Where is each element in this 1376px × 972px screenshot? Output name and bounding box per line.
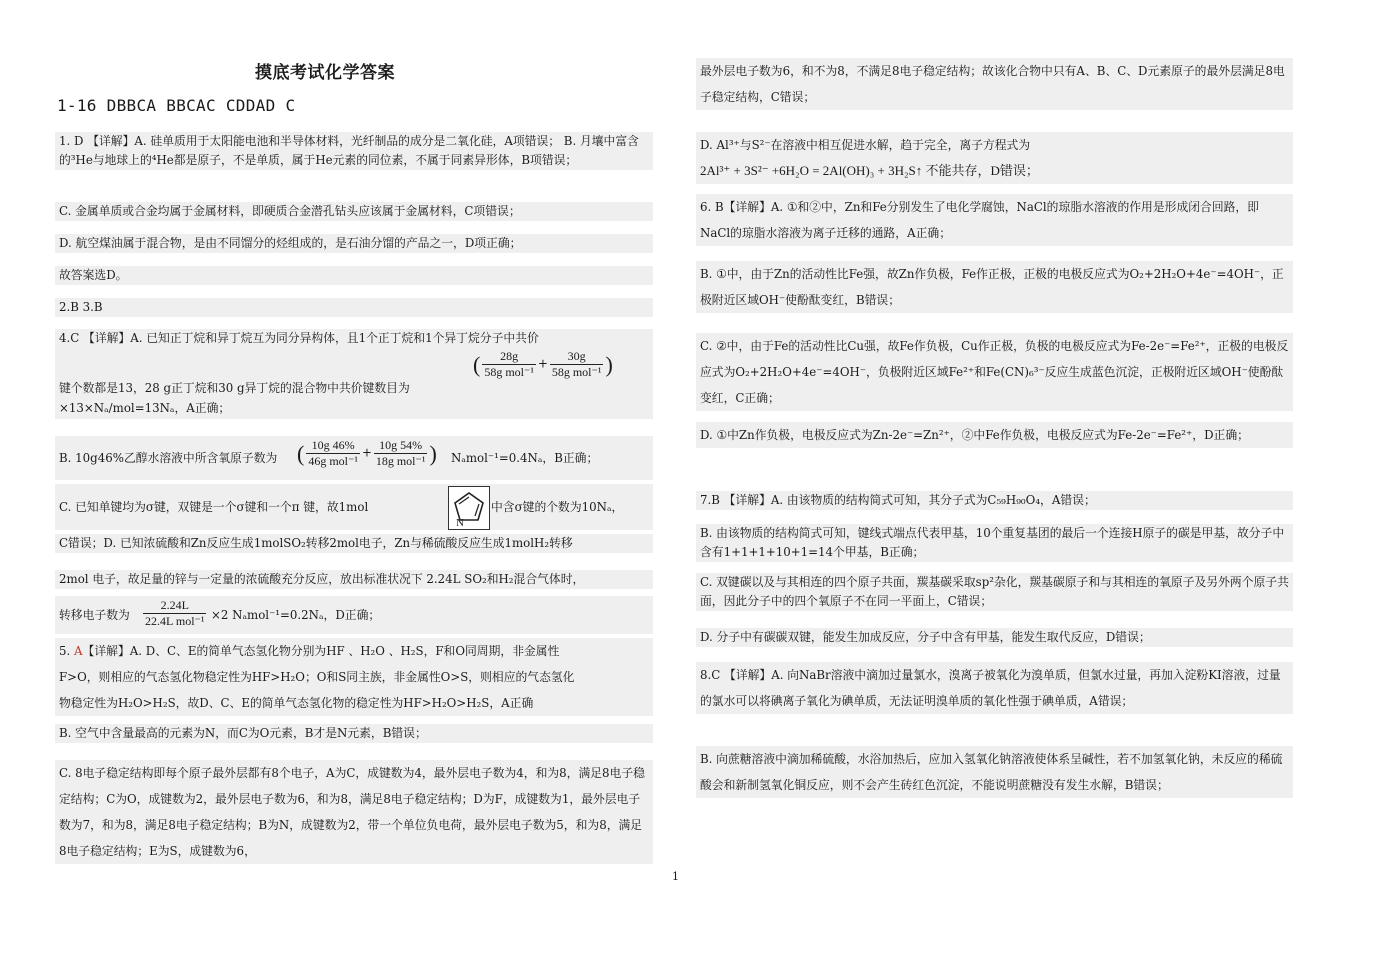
q4-c-text: C. 已知单键均为σ键，双键是一个σ键和一个π 键，故1mol (59, 500, 369, 514)
q4-d-text: 转移电子数为 (59, 608, 130, 622)
q4-a-fraction-1: $\frac{28g}{\text{58g mol⁻¹}}$ (484, 349, 534, 379)
page-title: 摸底考试化学答案 (255, 63, 395, 83)
q5-option-c-continued: 最外层电子数为6，和不为8，不满足8电子稳定结构；故该化合物中只有A、B、C、D元素原子的最外层满足8电子稳定结构，C错误； (696, 58, 1293, 110)
q6-option-a: 6. B【详解】A. ①和②中，Zn和Fe分别发生了电化学腐蚀，NaCl的琼脂水溶液的作用是形成闭合回路，即NaCl的琼脂水溶液为离子迁移的通路，A正确； (696, 194, 1293, 246)
q5-option-c: C. 8电子稳定结构即每个原子最外层都有8个电子，A为C，成键数为4，最外层电子数为4，和为8，满足8电子稳定结构；C为O，成键数为2，最外层电子数为6，和为8，满足8电子稳定结构；D为F，成键数为1，最外层电子数为7，和为8，满足8电子稳定结构；B为N，成键数为2，带一个单位负电荷，最外层电子数为5，和为8，满足8电子稳定结构；E为S，成键数为6， (55, 760, 653, 864)
q5-answer-letter: A (74, 644, 83, 658)
q1-option-a-b: 1. D 【详解】A. 硅单质用于太阳能电池和半导体材料，光纤制品的成分是二氧化硅，A项错误； B. 月壤中富含的³He与地球上的⁴He都是原子，不是单质，属于He元素的同位素，不属于同素异形体，B项错误； (55, 132, 653, 170)
q1-conclusion: 故答案选D。 (55, 266, 653, 285)
q1-option-d: D. 航空煤油属于混合物，是由不同馏分的烃组成的，是石油分馏的产品之一，D项正确； (55, 234, 653, 253)
q5-number: 5. (59, 644, 75, 658)
q4-a-line3: ×13×Nₐ/mol=13Nₐ，A正确； (59, 401, 231, 415)
q6-option-c: C. ②中，由于Fe的活动性比Cu强，故Fe作负极，Cu作正极，负极的电极反应式为Fe-2e⁻=Fe²⁺，正极的电极反应式为O₂+2H₂O+4e⁻=4OH⁻，负极附近区域Fe²⁺和Fe(CN)₆³⁻反应生成蓝色沉淀，正极附近区域OH⁻使酚酞变红，C正确； (696, 333, 1293, 411)
q5-a-line1: 【详解】A. D、C、E的简单气态氢化物分别为HF 、H₂O 、H₂S，F和O同周期，非金属性 (82, 644, 560, 658)
q5-option-d (696, 132, 1293, 184)
q8-option-a: 8.C 【详解】A. 向NaBr溶液中滴加过量氯水，溴离子被氧化为溴单质，但氯水过量，再加入淀粉KI溶液，过量的氯水可以将碘离子氧化为碘单质，无法证明溴单质的氧化性强于碘单质，A错误； (696, 662, 1293, 714)
page-number: 1 (672, 870, 679, 883)
q4-b-fraction-2: $\frac{10g 54\%}{\text{18g mol⁻¹}}$ (375, 438, 426, 468)
q8-option-b: B. 向蔗糖溶液中滴加稀硫酸，水浴加热后，应加入氢氧化钠溶液使体系呈碱性，若不加氢氧化钠，未反应的稀硫酸会和新制氢氧化铜反应，则不会产生砖红色沉淀，不能说明蔗糖没有发生水解，B错误； (696, 746, 1293, 798)
q7-option-a: 7.B 【详解】A. 由该物质的结构简式可知，其分子式为C₅₉H₉₀O₄，A错误； (696, 491, 1293, 510)
q4-b-result: Nₐmol⁻¹=0.4Nₐ，B正确； (451, 451, 599, 465)
q4-option-d-line1: C错误；D. 已知浓硫酸和Zn反应生成1molSO₂转移2mol电子，Zn与稀硫酸反应生成1molH₂转移 (55, 534, 653, 553)
q5-option-a (55, 638, 653, 716)
q6-option-b: B. ①中，由于Zn的活动性比Fe强，故Zn作负极，Fe作正极，正极的电极反应式为O₂+2H₂O+4e⁻=4OH⁻，正极附近区域OH⁻使酚酞变红，B错误； (696, 261, 1293, 313)
q4-b-formula: ( $\frac{10g 46\%}{\text{46g mol⁻¹}}$ + $\frac{10g 54\%}{\text{18g mol⁻¹}}$ ) (297, 438, 437, 468)
q5-a-line3: 物稳定性为H₂O>H₂S，故D、C、E的简单气态氢化物的稳定性为HF>H₂O>H₂S，A正确 (59, 696, 534, 710)
q4-option-a (55, 329, 653, 419)
q4-a-line2: 键个数都是13，28 g正丁烷和30 g异丁烷的混合物中共价键数目为 (59, 381, 410, 395)
q5-d-line1: D. Al³⁺与S²⁻在溶液中相互促进水解，趋于完全，离子方程式为 (700, 138, 1031, 152)
q7-option-c: C. 双键碳以及与其相连的四个原子共面，羰基碳采取sp²杂化，羰基碳原子和与其相连的氧原子及另外两个原子共面，因此分子中的四个氧原子不在同一平面上，C错误； (696, 573, 1293, 611)
q4-c-result: 中含σ键的个数为10Nₐ， (491, 500, 624, 514)
q4-option-d-line2: 2mol 电子，故足量的锌与一定量的浓硫酸充分反应，放出标准状况下 2.24L SO₂和H₂混合气体时， (55, 570, 653, 589)
pyrrole-structure-image (448, 486, 490, 530)
q5-d-equation: 2Al³⁺ + 3S²⁻ +6H₂O = 2Al(OH)₃ + 3H₂S↑ 不能共存，D错误； (700, 163, 1039, 178)
q4-b-text: B. 10g46%乙醇水溶液中所含氧原子数为 (59, 451, 278, 465)
q4-option-d-line3 (55, 596, 653, 634)
q4-d-fraction: $\frac{2.24L}{\text{22.4L mol⁻¹}}$ (145, 598, 205, 628)
q4-option-b (55, 436, 653, 480)
q1-option-c: C. 金属单质或合金均属于金属材料，即硬质合金潜孔钻头应该属于金属材料，C项错误； (55, 202, 653, 221)
q4-d-formula (141, 598, 208, 629)
q4-a-fraction-2: $\frac{30g}{\text{58g mol⁻¹}}$ (551, 349, 602, 379)
q5-option-b: B. 空气中含量最高的元素为N，而C为O元素，B才是N元素，B错误； (55, 724, 653, 743)
q4-a-formula: ( $\frac{28g}{\text{58g mol⁻¹}}$ + $\frac{30g}{\text{58g mol⁻¹}}$ ) (473, 349, 613, 379)
q4-b-fraction-1: $\frac{10g 46\%}{\text{46g mol⁻¹}}$ (308, 438, 358, 468)
q6-option-d: D. ①中Zn作负极，电极反应式为Zn-2e⁻=Zn²⁺，②中Fe作负极，电极反应式为Fe-2e⁻=Fe²⁺，D正确； (696, 422, 1293, 448)
q5-a-line2: F>O，则相应的气态氢化物稳定性为HF>H₂O；O和S同主族，非金属性O>S，则相应的气态氢化 (59, 670, 575, 684)
svg-text:N: N (456, 517, 464, 529)
q2-q3-answers: 2.B 3.B (55, 298, 653, 317)
q7-option-b: B. 由该物质的结构简式可知，键线式端点代表甲基，10个重复基团的最后一个连接H原子的碳是甲基，故分子中含有1+1+1+10+1=14个甲基，B正确； (696, 524, 1293, 562)
answer-summary: 1-16 DBBCA BBCAC CDDAD C (57, 96, 296, 115)
q7-option-d: D. 分子中有碳碳双键，能发生加成反应，分子中含有甲基，能发生取代反应，D错误； (696, 628, 1293, 647)
q4-option-c (55, 484, 653, 530)
q4-a-line1: 4.C 【详解】A. 已知正丁烷和异丁烷互为同分异构体，且1个正丁烷和1个异丁烷分子中共价 (59, 331, 539, 345)
q4-d-result: ×2 Nₐmol⁻¹=0.2Nₐ，D正确； (211, 608, 381, 622)
